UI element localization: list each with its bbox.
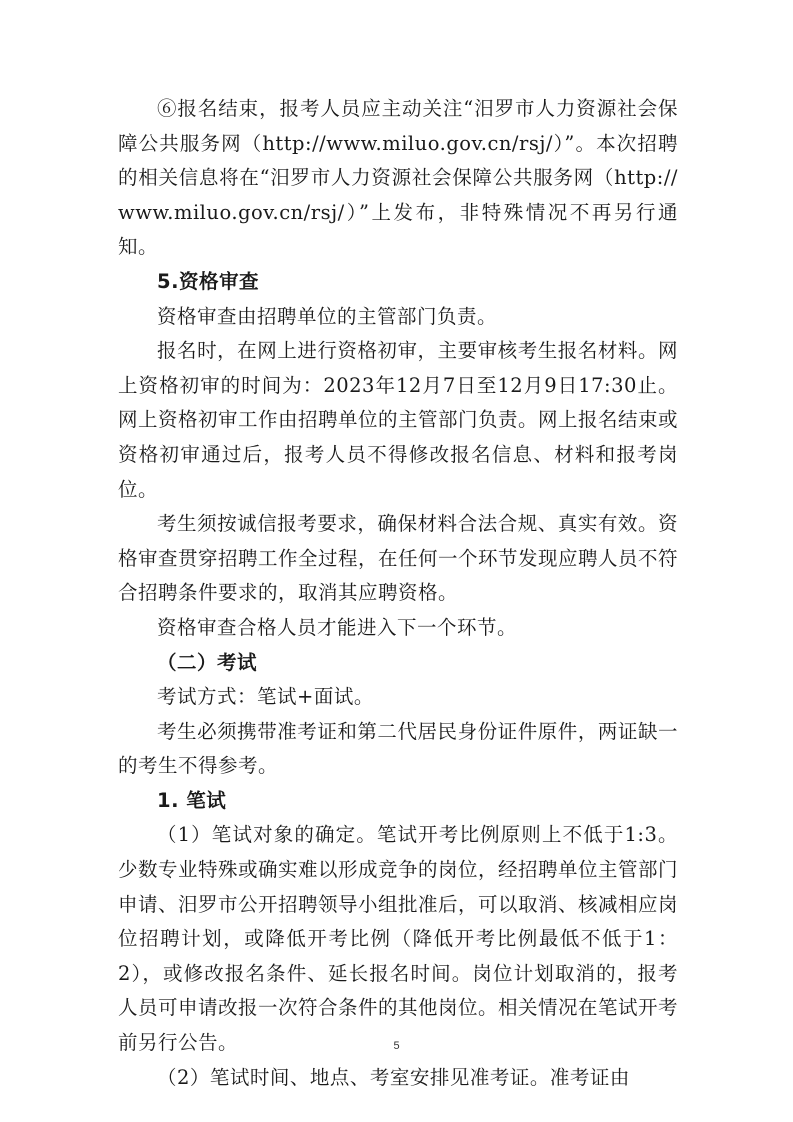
paragraph-required-documents: 考生必须携带准考证和第二代居民身份证件原件，两证缺一的考生不得参考。 (118, 719, 678, 778)
paragraph-exam-method: 考试方式：笔试+面试。 (157, 685, 374, 709)
section-heading-exam: （二）考试 (157, 650, 258, 674)
paragraph-online-preliminary-review: 报名时，在网上进行资格初审，主要审核考生报名材料。网上资格初审的时间为：2023年12月7日至12月9日17:30止。网上资格初审工作由招聘单位的主管部门负责。网上报名结束或资格初审通过后，报考人员不得修改报名信息、材料和报考岗位。 (118, 339, 679, 501)
paragraph-review-responsibility: 资格审查由招聘单位的主管部门负责。 (157, 304, 498, 328)
paragraph-qualified-next-step: 资格审查合格人员才能进入下一个环节。 (157, 615, 518, 639)
section-heading-qualification-review: 5.资格审查 (157, 269, 259, 293)
paragraph-integrity-requirement: 考生须按诚信报考要求，确保材料合法合规、真实有效。资格审查贯穿招聘工作全过程，在任何一个环节发现应聘人员不符合招聘条件要求的，取消其应聘资格。 (118, 512, 679, 605)
paragraph-registration-end: ⑥报名结束，报考人员应主动关注“汨罗市人力资源社会保障公共服务网（http://www.miluo.gov.cn/rsj/）”。本次招聘的相关信息将在“汨罗市人力资源社会保障公共服务网（http://www.miluo.gov.cn/rsj/）”上发布，非特殊情况不再另行通知。 (118, 97, 678, 259)
paragraph-exam-time-location: （2）笔试时间、地点、考室安排见准考证。准考证由 (157, 1065, 630, 1089)
page-number: 5 (393, 1040, 400, 1052)
section-heading-written-exam: 1. 笔试 (157, 788, 227, 812)
paragraph-written-exam-candidates: （1）笔试对象的确定。笔试开考比例原则上不低于1:3。少数专业特殊或确实难以形成竞争的岗位，经招聘单位主管部门申请、汨罗市公开招聘领导小组批准后，可以取消、核减相应岗位招聘计划，或降低开考比例（降低开考比例最低不低于1：2），或修改报名条件、延长报名时间。岗位计划取消的，报考人员可申请改报一次符合条件的其他岗位。相关情况在笔试开考前另行公告。 (118, 823, 679, 1055)
document-body (118, 92, 678, 1095)
